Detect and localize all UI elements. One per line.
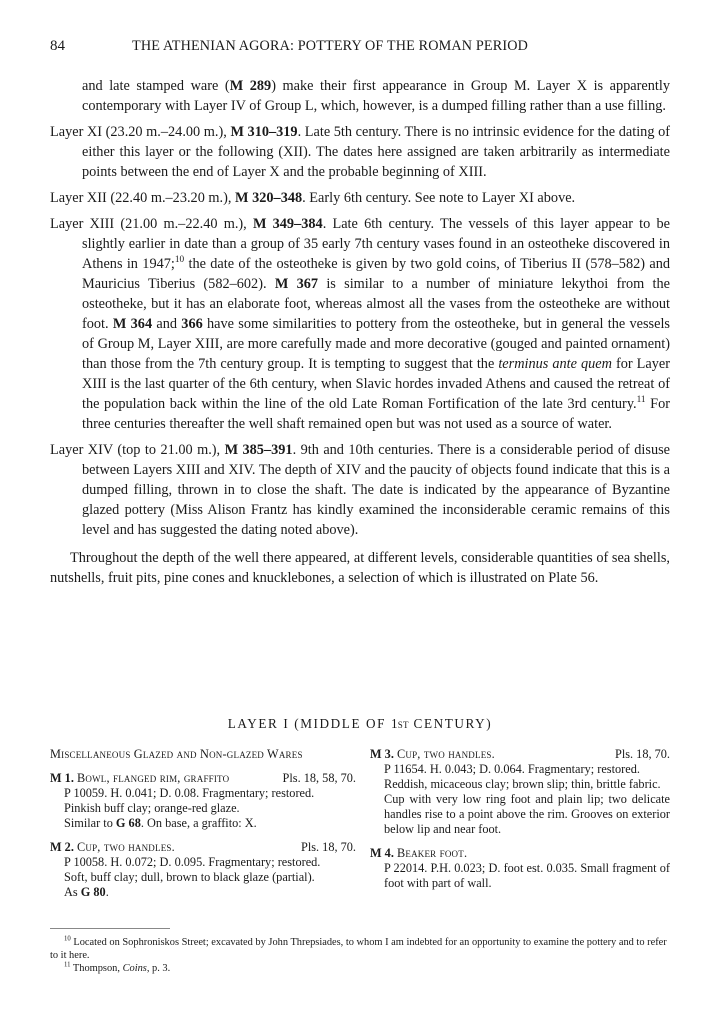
catalogue-column-left [50,747,356,909]
entry-detail: P 10058. H. 0.072; D. 0.095. Fragmentary; restored. [64,855,321,869]
catalogue-entry [370,846,670,891]
running-title: THE ATHENIAN AGORA: POTTERY OF THE ROMAN PERIOD [132,38,529,54]
page-header [50,38,670,58]
section-heading: LAYER I (MIDDLE OF 1st CENTURY) [227,716,493,731]
catalogue-entry [50,840,356,900]
catalogue-entry [50,771,356,831]
footnote-11: $^{11}$ Thompson, Coins, p. 3. [64,961,171,974]
entry-heading: M 3. Cup, two handles. Pls. 18, 70. [370,747,670,761]
entry-detail: Soft, buff clay; dull, brown to black glaze (partial). [64,870,315,884]
entry-detail: P 22014. P.H. 0.023; D. foot est. 0.035. Small fragment of foot with part of wall. [384,861,670,890]
footnote-ref-10[interactable]: 10 [174,255,185,266]
page-number: 84 [50,38,65,54]
paragraph-layer-xi: Layer XI (23.20 m.–24.00 m.), M 310–319. Late 5th century. There is no intrinsic evidence for the dating of either this layer or the following (XII). The dates here assigned are taken arbitrarily as intermediate points between the end of Layer X and the probable beginning of XIII. [50,124,671,180]
catalogue-entry [370,747,670,837]
paragraph-closing: Throughout the depth of the well there appeared, at different levels, considerable quantities of sea shells, nutshells, fruit pits, pine cones and knucklebones, a selection of which is illustrated on Plate 56. [50,550,670,586]
paragraph-continuation: and late stamped ware (M 289) make their first appearance in Group M. Layer X is apparently contemporary with Layer IV of Group L, which, however, is a dumped filling rather than a use filling. [82,78,670,114]
entry-detail: Similar to G 68. On base, a graffito: X. [64,816,257,830]
entry-heading: M 1. Bowl, flanged rim, graffito Pls. 18, 58, 70. [50,771,356,785]
footnote-divider [50,928,170,929]
entry-detail: Reddish, micaceous clay; brown slip; thin, brittle fabric. [384,777,661,791]
catalogue-column-right [370,747,670,900]
footnote-10: $^{10}$ Located on Sophroniskos Street; excavated by John Threpsiades, to whom I am indebted for an opportunity to examine the pottery and to refer to it here. [50,935,667,961]
footnotes [50,936,670,975]
footnote-ref-11[interactable]: 11 [636,395,646,406]
entry-detail: P 11654. H. 0.043; D. 0.064. Fragmentary; restored. [384,762,640,776]
catalogue-subheading: Miscellaneous Glazed and Non-glazed Wares [50,747,303,761]
paragraph-layer-xiii: Layer XIII (21.00 m.–22.40 m.), M 349–384. Late 6th century. The vessels of this layer appear to be slightly earlier in date than a group of 35 early 7th century vases found in an osteotheke discovered in Athens in 1947;$^{10}$ the date of the osteotheke is given by two gold coins, of Tiberius II (578–582) and Mauricius Tiberius (582–602). M 367 is similar to a number of miniature lekythoi from the osteotheke, but it has an elaborate foot, whereas almost all the vases from the osteotheke are without foot. M 364 and 366 have some similarities to pottery from the osteotheke, but in general the vessels of Group M, Layer XIII, are more carefully made and more decorative (gouged and painted ornament) than those from the 7th century group. It is tempting to suggest that the terminus ante quem for Layer XIII is the last quarter of the 6th century, when Slavic hordes invaded Athens and caused the retreat of the population back within the line of the old Late Roman Fortification of the late 3rd century.$^{11}$ For three centuries thereafter the well shaft remained open but was not used as a source of water. [50,216,670,432]
entry-heading: M 2. Cup, two handles. Pls. 18, 70. [50,840,356,854]
entry-detail: Cup with very low ring foot and plain lip; two delicate handles rise to a point above the rim. Grooves on exterior below lip and near foot. [384,792,670,836]
entry-detail: P 10059. H. 0.041; D. 0.08. Fragmentary; restored. [64,786,315,800]
paragraph-layer-xii: Layer XII (22.40 m.–23.20 m.), M 320–348. Early 6th century. See note to Layer XI above. [50,190,576,206]
main-text [50,76,670,588]
entry-detail: As G 80. [64,885,109,899]
entry-detail: Pinkish buff clay; orange-red glaze. [64,801,240,815]
paragraph-layer-xiv: Layer XIV (top to 21.00 m.), M 385–391. 9th and 10th centuries. There is a considerable period of disuse between Layers XIII and XIV. The depth of XIV and the paucity of objects found indicate that this is a dumped filling, thrown in to close the shaft. The date is indicated by the appearance of Byzantine glazed pottery (Miss Alison Frantz has kindly examined the inconsiderable ceramic remains of this level and has suggested the dating noted above). [50,442,671,538]
entry-heading: M 4. Beaker foot. [370,846,468,860]
